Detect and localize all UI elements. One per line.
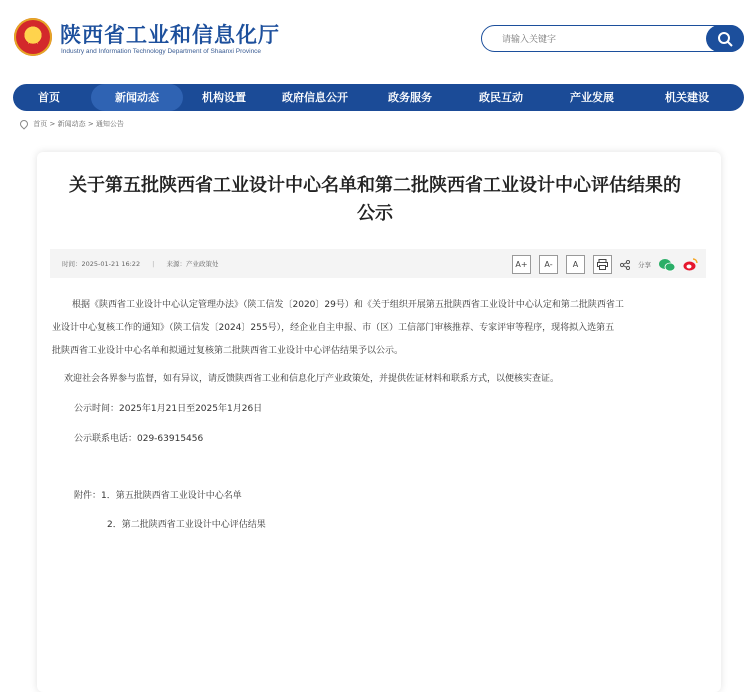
- breadcrumb-news[interactable]: 新闻动态: [57, 120, 86, 128]
- location-pin-icon: [18, 118, 29, 129]
- site-subtitle: Industry and Information Technology Department of Shaanxi Province: [61, 48, 262, 55]
- attachment-2[interactable]: 2．第二批陕西省工业设计中心评估结果: [107, 520, 266, 530]
- article-tools: [512, 255, 698, 274]
- article-title-line2: 公示: [357, 203, 393, 224]
- contact-phone: 公示联系电话：029-63915456: [74, 434, 204, 444]
- article-meta-bar: [50, 249, 706, 278]
- body-paragraph-1-line-2: 业设计中心复核工作的通知》（陕工信发〔2024〕255号），经企业自主申报、市（区）工信部门审核推荐、专家评审等程序，现将拟入选第五: [52, 323, 615, 333]
- attachment-1[interactable]: 附件：1．第五批陕西省工业设计中心名单: [74, 491, 242, 501]
- nav-item-services[interactable]: 政务服务: [388, 91, 432, 104]
- search-icon: [717, 31, 733, 47]
- search-button[interactable]: [706, 25, 744, 52]
- nav-item-gov-info[interactable]: 政府信息公开: [282, 91, 348, 104]
- article-source: 来源：产业政策处: [166, 260, 219, 268]
- font-decrease-button[interactable]: A-: [539, 255, 558, 274]
- share-icon[interactable]: [620, 260, 630, 270]
- article-title-line1: 关于第五批陕西省工业设计中心名单和第二批陕西省工业设计中心评估结果的: [69, 175, 681, 196]
- wechat-icon[interactable]: [659, 258, 675, 272]
- search-input[interactable]: [500, 30, 684, 49]
- national-emblem-logo: [14, 18, 52, 56]
- print-button[interactable]: [593, 255, 612, 274]
- breadcrumb-home[interactable]: 首页: [33, 120, 48, 128]
- publish-time: 时间：2025-01-21 16:22: [62, 260, 141, 268]
- share-label: 分享: [638, 261, 651, 269]
- site-header: [0, 0, 750, 80]
- nav-item-industry[interactable]: 产业发展: [570, 91, 614, 104]
- article-title: [0, 172, 750, 228]
- print-icon: [597, 259, 608, 270]
- weibo-icon[interactable]: [683, 258, 698, 271]
- font-increase-button[interactable]: A+: [512, 255, 531, 274]
- site-title[interactable]: 陕西省工业和信息化厅: [60, 23, 280, 47]
- body-paragraph-1-line-3: 批陕西省工业设计中心名单和拟通过复核第二批陕西省工业设计中心评估结果予以公示。: [52, 346, 404, 356]
- article-card: [37, 152, 721, 692]
- font-default-button[interactable]: A: [566, 255, 585, 274]
- main-nav: [13, 84, 744, 111]
- body-paragraph-2: 欢迎社会各界参与监督，如有异议，请反馈陕西省工业和信息化厅产业政策处，并提供佐证材料和联系方式，以便核实查证。: [64, 374, 560, 384]
- search-box: [481, 25, 744, 52]
- breadcrumb-notices[interactable]: 通知公告: [95, 120, 124, 128]
- breadcrumb-separator: >: [49, 120, 56, 128]
- breadcrumb-separator: >: [87, 120, 94, 128]
- nav-item-interaction[interactable]: 政民互动: [479, 91, 523, 104]
- nav-item-organization[interactable]: 机构设置: [202, 91, 246, 104]
- publicity-period: 公示时间：2025年1月21日至2025年1月26日: [74, 404, 263, 414]
- nav-item-home[interactable]: 首页: [38, 91, 60, 104]
- nav-item-news[interactable]: 新闻动态: [91, 84, 183, 111]
- breadcrumb: [20, 119, 124, 129]
- meta-separator: |: [152, 260, 155, 268]
- nav-item-party[interactable]: 机关建设: [665, 91, 709, 104]
- body-paragraph-1-line-1: 根据《陕西省工业设计中心认定管理办法》（陕工信发〔2020〕29号）和《关于组织开展第五批陕西省工业设计中心认定和第二批陕西省工: [72, 300, 624, 310]
- article-meta: [62, 259, 218, 268]
